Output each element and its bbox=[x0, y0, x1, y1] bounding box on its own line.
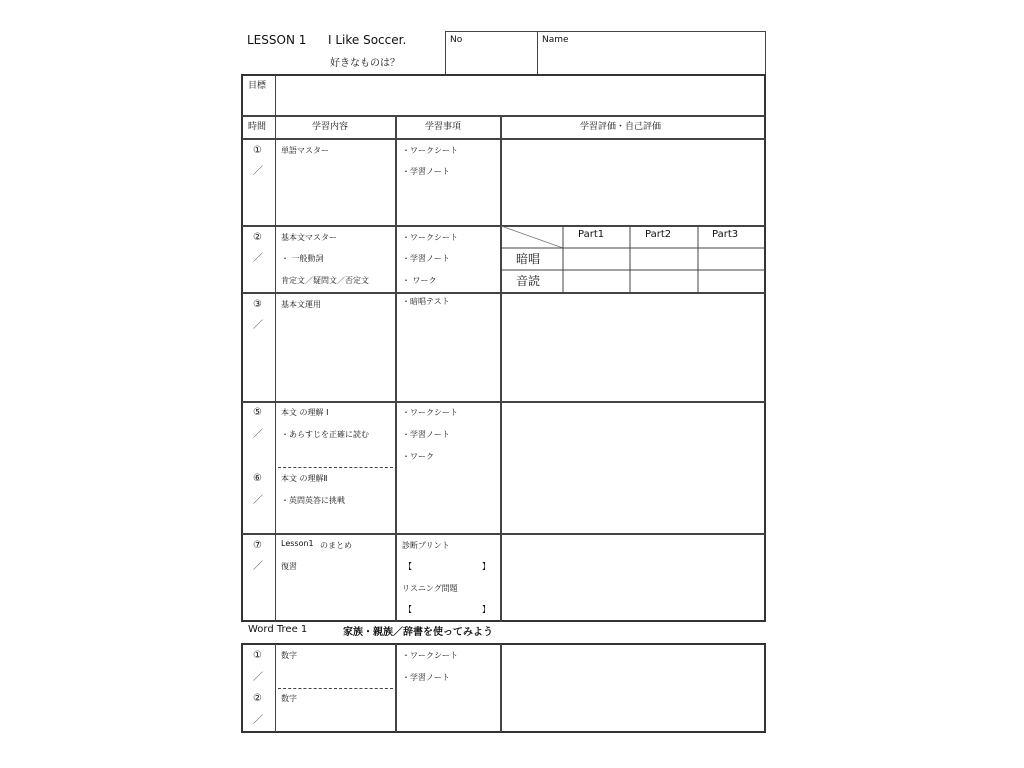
parts-row-reading-aloud: 音読 bbox=[516, 274, 541, 288]
row7-bracket-open-1: 【 bbox=[404, 562, 412, 571]
row2-item-1: ・ワークシート bbox=[402, 233, 458, 242]
row2-content-1: 基本文マスター bbox=[281, 233, 337, 242]
wt-row1-content: 数字 bbox=[281, 651, 297, 660]
row5-item-3: ・ワーク bbox=[402, 452, 434, 461]
row6-number: ⑥ bbox=[253, 473, 262, 484]
row5-item-1: ・ワークシート bbox=[402, 408, 458, 417]
parts-header-2: Part2 bbox=[645, 229, 672, 240]
row1-date-slash: ／ bbox=[253, 166, 263, 177]
diagnostic-score-field[interactable] bbox=[414, 560, 478, 574]
row2-number: ② bbox=[253, 232, 262, 243]
row6-date-slash: ／ bbox=[253, 495, 263, 506]
word-tree-label: Word Tree 1 bbox=[248, 624, 308, 635]
wt-row2-date-slash: ／ bbox=[253, 715, 263, 726]
row2-date-slash: ／ bbox=[253, 253, 263, 264]
no-field[interactable] bbox=[456, 48, 532, 70]
row7-content-review: 復習 bbox=[281, 562, 297, 571]
wt-row1-item-1: ・ワークシート bbox=[402, 651, 458, 660]
row3-content: 基本文運用 bbox=[281, 300, 321, 309]
name-label: Name bbox=[542, 35, 569, 45]
row6-content-2: ・英問英答に挑戦 bbox=[281, 496, 345, 505]
row1-number: ① bbox=[253, 145, 262, 156]
row2-content-2: ・ 一般動詞 bbox=[281, 254, 324, 263]
row5-evaluation-field[interactable] bbox=[505, 405, 761, 529]
row7-bracket-close-2: 】 bbox=[482, 605, 490, 614]
lesson-subtitle: 好きなものは？ bbox=[330, 58, 400, 69]
row1-item-1: ・ワークシート bbox=[402, 146, 458, 155]
row1-content: 単語マスター bbox=[281, 146, 329, 155]
row5-item-2: ・学習ノート bbox=[402, 430, 450, 439]
row3-evaluation-field[interactable] bbox=[505, 296, 761, 398]
wt-row2-number: ② bbox=[253, 693, 262, 704]
lesson-number: LESSON 1 bbox=[247, 33, 307, 47]
no-label: No bbox=[450, 35, 463, 45]
row1-item-2: ・学習ノート bbox=[402, 167, 450, 176]
row2-item-2: ・学習ノート bbox=[402, 254, 450, 263]
row7-content-summary: のまとめ bbox=[320, 541, 352, 550]
row2-item-4: ・暗唱テスト bbox=[402, 297, 450, 306]
row6-content-1: 本文 の理解Ⅱ bbox=[281, 474, 328, 483]
row5-content-1: 本文 の理解 Ⅰ bbox=[281, 408, 329, 417]
row5-date-slash: ／ bbox=[253, 429, 263, 440]
col-evaluation: 学習評価・自己評価 bbox=[580, 122, 662, 132]
col-items: 学習事項 bbox=[425, 122, 462, 132]
row3-date-slash: ／ bbox=[253, 320, 263, 331]
row7-item-diagnostic: 診断プリント bbox=[402, 541, 450, 550]
row7-bracket-close-1: 】 bbox=[482, 562, 490, 571]
row2-item-3: ・ ワーク bbox=[402, 276, 437, 285]
wt-row2-content: 数字 bbox=[281, 694, 297, 703]
wt-evaluation-field[interactable] bbox=[505, 647, 761, 729]
row5-content-2: ・あらすじを正確に読む bbox=[281, 430, 369, 439]
row7-item-listening: リスニング問題 bbox=[402, 584, 458, 593]
row7-evaluation-field[interactable] bbox=[505, 537, 761, 619]
col-content: 学習内容 bbox=[312, 122, 349, 132]
parts-row-recitation: 暗唱 bbox=[516, 252, 541, 266]
row3-number: ③ bbox=[253, 299, 262, 310]
row7-content-lesson: Lesson1 bbox=[281, 539, 314, 548]
word-tree-title: 家族・親族／辞書を使ってみよう bbox=[343, 627, 493, 638]
parts-header-3: Part3 bbox=[712, 229, 739, 240]
goal-label: 目標 bbox=[248, 81, 267, 91]
goal-field[interactable] bbox=[280, 78, 760, 112]
wt-row1-date-slash: ／ bbox=[253, 672, 263, 683]
parts-table bbox=[501, 226, 765, 292]
parts-header-1: Part1 bbox=[578, 229, 605, 240]
row5-number: ⑤ bbox=[253, 407, 262, 418]
row1-evaluation-field[interactable] bbox=[505, 142, 761, 222]
wt-row1-number: ① bbox=[253, 650, 262, 661]
name-field[interactable] bbox=[560, 48, 760, 70]
listening-score-field[interactable] bbox=[414, 603, 478, 617]
col-time: 時間 bbox=[248, 122, 267, 132]
wt-row1-item-2: ・学習ノート bbox=[402, 673, 450, 682]
row7-date-slash: ／ bbox=[253, 561, 263, 572]
row2-content-3: 肯定文／疑問文／否定文 bbox=[281, 276, 369, 285]
row7-bracket-open-2: 【 bbox=[404, 605, 412, 614]
lesson-title: I Like Soccer. bbox=[328, 33, 407, 47]
row7-number: ⑦ bbox=[253, 540, 262, 551]
